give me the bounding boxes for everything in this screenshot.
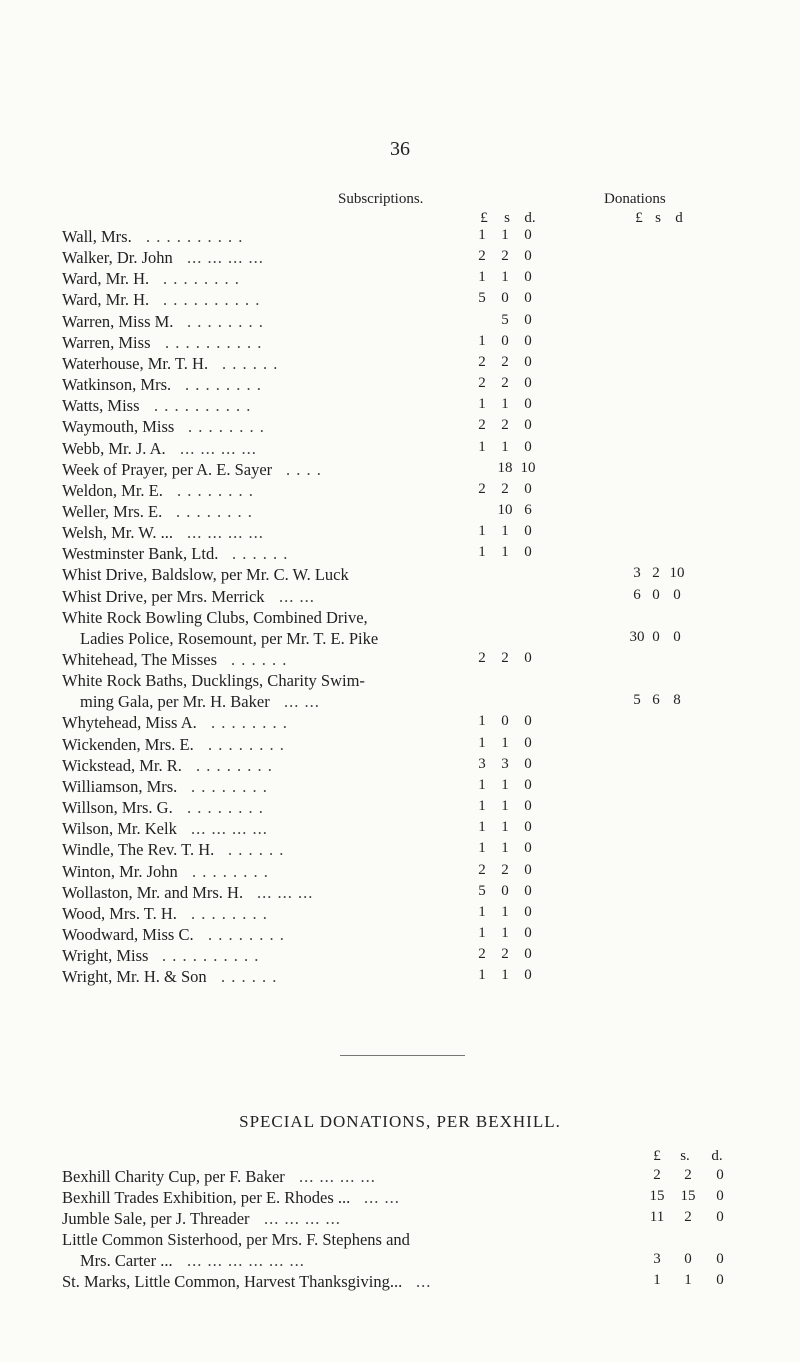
sub-pounds: 2 <box>478 248 486 265</box>
special-entry-name: St. Marks, Little Common, Harvest Thanksgiving... <box>62 1272 403 1291</box>
entry-name: Westminster Bank, Ltd. <box>62 544 219 564</box>
sub-pence: 0 <box>524 713 532 730</box>
sub-pounds: 3 <box>478 755 486 772</box>
sub-shillings: 2 <box>501 417 509 434</box>
sub-pence: 0 <box>524 523 532 540</box>
leader-dots: . . . . . . . . <box>185 375 262 395</box>
leader-dots: . . . . . . . . <box>196 755 273 775</box>
leader-dots: . . . . . . . . <box>191 776 268 796</box>
leader-dots: . . . . . . . . <box>208 924 285 944</box>
sub-pounds: 1 <box>478 734 486 751</box>
sub-shillings: 18 <box>497 459 513 476</box>
leader-dots: . . . . . . <box>231 650 288 669</box>
sub-shillings: 1 <box>501 227 509 243</box>
leader-dots: ... ... ... ... <box>299 1167 376 1186</box>
page-number: 36 <box>390 138 410 160</box>
entry-name: Ward, Mr. H. <box>62 269 150 289</box>
leader-dots: . . . . . . . . <box>187 311 264 331</box>
sub-pence: 0 <box>524 332 532 349</box>
list-item <box>0 439 800 461</box>
sub-pounds: 1 <box>478 924 486 941</box>
leader-dots: . . . . . . . . . . <box>163 290 261 310</box>
list-item <box>0 417 800 439</box>
special-entry-name: Jumble Sale, per J. Threader <box>62 1209 250 1228</box>
list-item <box>0 312 800 334</box>
leader-dots: ... ... <box>279 586 315 606</box>
special-donations-title: SPECIAL DONATIONS, PER BEXHILL. <box>239 1112 561 1131</box>
entry-name: White Rock Bowling Clubs, Combined Drive, <box>62 607 368 627</box>
list-item <box>0 1251 800 1273</box>
leader-dots: . . . . . . . . <box>188 417 265 437</box>
leader-dots: . . . . . . <box>222 353 279 373</box>
list-item <box>0 671 800 693</box>
sub-shillings: 1 <box>501 967 509 984</box>
sub-pounds: 1 <box>478 819 486 836</box>
list-item <box>0 565 800 587</box>
don-pounds: 5 <box>633 692 641 709</box>
list-item <box>0 904 800 926</box>
special-pounds: 15 <box>649 1188 665 1204</box>
list-item <box>0 290 800 312</box>
sub-pounds: 1 <box>478 523 486 540</box>
special-shillings: 2 <box>684 1209 692 1225</box>
sub-shillings: 1 <box>501 776 509 793</box>
sub-pounds: 1 <box>478 227 486 243</box>
don-shillings: 0 <box>652 628 660 645</box>
special-entry-name: Bexhill Trades Exhibition, per E. Rhodes ... <box>62 1188 351 1207</box>
sub-shillings: 1 <box>501 819 509 836</box>
leader-dots: . . . . . . . . <box>211 713 288 733</box>
special-pence: 0 <box>716 1167 724 1183</box>
entry-name: Waymouth, Miss <box>62 417 175 437</box>
entry-name: Whytehead, Miss A. <box>62 713 197 733</box>
sub-pounds: 2 <box>478 353 486 370</box>
entry-name: Week of Prayer, per A. E. Sayer <box>62 459 273 479</box>
special-shillings: 1 <box>684 1272 692 1288</box>
subscriptions-header: Subscriptions. <box>338 191 424 207</box>
sub-pounds: 2 <box>478 946 486 963</box>
entry-name: Wollaston, Mr. and Mrs. H. <box>62 882 244 902</box>
entry-name: Weldon, Mr. E. <box>62 480 163 500</box>
donations-header: Donations <box>604 191 666 207</box>
entry-name: Woodward, Miss C. <box>62 924 194 944</box>
special-shillings: 2 <box>684 1167 692 1183</box>
sub-shillings: 2 <box>501 861 509 878</box>
sub-shillings: 1 <box>501 269 509 286</box>
list-item <box>0 967 800 989</box>
entry-name: Watkinson, Mrs. <box>62 375 172 395</box>
sub-shillings: 5 <box>501 311 509 328</box>
sub-shillings: 1 <box>501 396 509 413</box>
list-item <box>0 798 800 820</box>
sub-pence: 0 <box>524 734 532 751</box>
leader-dots: . . . . . . . . . . <box>146 227 244 246</box>
sub-pence: 0 <box>524 776 532 793</box>
leader-dots: . . . . . . . . . . <box>165 332 263 352</box>
don-pence-unit: d <box>675 210 683 226</box>
sub-pence: 0 <box>524 396 532 413</box>
special-entry-name: Bexhill Charity Cup, per F. Baker <box>62 1167 285 1186</box>
leader-dots: ... ... ... <box>257 882 314 902</box>
entry-name: Welsh, Mr. W. ... <box>62 523 173 543</box>
sub-pence: 0 <box>524 227 532 243</box>
list-item <box>0 544 800 566</box>
leader-dots: . . . . . . . . <box>208 734 285 754</box>
list-item <box>0 396 800 418</box>
leader-dots: . . . . . . <box>228 840 285 860</box>
special-shillings: 15 <box>680 1188 696 1204</box>
entry-name: ming Gala, per Mr. H. Baker <box>80 692 270 712</box>
sub-pounds: 2 <box>478 861 486 878</box>
entry-name: Wickenden, Mrs. E. <box>62 734 194 754</box>
list-item <box>0 354 800 376</box>
don-pounds: 6 <box>633 586 641 603</box>
entry-name: Wood, Mrs. T. H. <box>62 903 177 923</box>
leader-dots: ... ... ... ... <box>264 1209 341 1228</box>
sub-pounds: 1 <box>478 776 486 793</box>
entry-name: Ward, Mr. H. <box>62 290 150 310</box>
list-item <box>0 523 800 545</box>
leader-dots: ... ... <box>284 692 320 712</box>
sub-pounds: 5 <box>478 882 486 899</box>
entry-name: Whitehead, The Misses <box>62 650 218 669</box>
sub-pounds: 1 <box>478 840 486 857</box>
list-item <box>0 269 800 291</box>
don-shillings: 6 <box>652 692 660 709</box>
sub-pence: 0 <box>524 861 532 878</box>
don-pence: 8 <box>673 692 681 709</box>
sub-shillings: 2 <box>501 248 509 265</box>
sub-pounds: 2 <box>478 650 486 666</box>
special-shillings: 0 <box>684 1251 692 1267</box>
sub-pounds: 1 <box>478 269 486 286</box>
sub-shillings: 2 <box>501 946 509 963</box>
sub-shillings: 0 <box>501 882 509 899</box>
entry-name: Wilson, Mr. Kelk <box>62 819 177 839</box>
sub-pounds: 5 <box>478 290 486 307</box>
entry-name: Warren, Miss M. <box>62 311 174 331</box>
sub-shillings: 1 <box>501 840 509 857</box>
list-item <box>0 227 800 249</box>
sub-shillings: 0 <box>501 290 509 307</box>
sub-shillings: 1 <box>501 523 509 540</box>
sub-pence: 0 <box>524 819 532 836</box>
entry-name: Weller, Mrs. E. <box>62 501 163 521</box>
sub-shillings: 2 <box>501 480 509 497</box>
list-item <box>0 883 800 905</box>
special-pence: 0 <box>716 1209 724 1225</box>
sub-pounds: 1 <box>478 396 486 413</box>
sub-pence: 0 <box>524 882 532 899</box>
list-item <box>0 650 800 672</box>
entry-name: Wright, Mr. H. & Son <box>62 967 207 987</box>
sub-shillings: 3 <box>501 755 509 772</box>
sub-pence: 0 <box>524 840 532 857</box>
leader-dots: . . . . . . . . <box>177 480 254 500</box>
sub-pence: 6 <box>524 501 532 518</box>
special-pence-unit: d. <box>711 1148 723 1164</box>
don-pounds: 30 <box>629 628 645 645</box>
don-pence: 0 <box>673 586 681 603</box>
special-pounds: 1 <box>653 1272 661 1288</box>
special-pence: 0 <box>716 1251 724 1267</box>
entry-name: Webb, Mr. J. A. <box>62 438 166 458</box>
leader-dots: . . . . . . . . <box>187 798 264 818</box>
entry-name: Williamson, Mrs. <box>62 776 178 796</box>
sub-pence: 0 <box>524 544 532 561</box>
sub-shillings: 10 <box>497 501 513 518</box>
list-item <box>0 333 800 355</box>
list-item <box>0 1272 800 1294</box>
sub-shillings: 1 <box>501 544 509 561</box>
sub-pence: 10 <box>520 459 536 476</box>
list-item <box>0 862 800 884</box>
don-shilling-unit: s <box>655 210 661 226</box>
sub-pounds: 1 <box>478 798 486 815</box>
list-item <box>0 481 800 503</box>
list-item <box>0 692 800 714</box>
entry-name: Whist Drive, Baldslow, per Mr. C. W. Luck <box>62 565 349 585</box>
leader-dots: . . . . . . . . <box>191 903 268 923</box>
special-shilling-unit: s. <box>680 1148 690 1164</box>
sub-pounds: 1 <box>478 713 486 730</box>
leader-dots: . . . . . . . . . . <box>154 396 252 416</box>
list-item <box>0 925 800 947</box>
sub-shillings: 2 <box>501 353 509 370</box>
leader-dots: ... ... ... ... <box>187 523 264 543</box>
list-item <box>0 1188 800 1210</box>
sub-pence: 0 <box>524 311 532 328</box>
sub-pence: 0 <box>524 924 532 941</box>
sub-shillings: 1 <box>501 798 509 815</box>
sub-shillings: 0 <box>501 332 509 349</box>
special-entry-name: Mrs. Carter ... <box>80 1251 173 1270</box>
leader-dots: . . . . . . . . <box>192 861 269 881</box>
sub-pence: 0 <box>524 438 532 455</box>
don-pound-unit: £ <box>635 210 643 226</box>
sub-pounds: 1 <box>478 903 486 920</box>
leader-dots: . . . . . . . . <box>163 269 240 289</box>
don-shillings: 0 <box>652 586 660 603</box>
sub-pounds: 1 <box>478 544 486 561</box>
list-item <box>0 735 800 757</box>
sub-pounds: 2 <box>478 480 486 497</box>
don-pence: 10 <box>669 565 685 582</box>
sub-pence: 0 <box>524 417 532 434</box>
special-pound-unit: £ <box>653 1148 661 1164</box>
list-item <box>0 946 800 968</box>
entry-name: Wright, Miss <box>62 946 149 966</box>
entry-name: White Rock Baths, Ducklings, Charity Swim- <box>62 671 365 691</box>
sub-shillings: 1 <box>501 903 509 920</box>
sub-pence: 0 <box>524 755 532 772</box>
list-item <box>0 1167 800 1189</box>
list-item <box>0 819 800 841</box>
don-pence: 0 <box>673 628 681 645</box>
sub-shillings: 1 <box>501 438 509 455</box>
leader-dots: . . . . . . . . . . <box>162 946 260 966</box>
list-item <box>0 1230 800 1252</box>
entry-name: Watts, Miss <box>62 396 140 416</box>
sub-shilling-unit: s <box>504 210 510 226</box>
sub-pence: 0 <box>524 375 532 392</box>
entry-name: Winton, Mr. John <box>62 861 178 881</box>
leader-dots: ... ... ... ... ... ... <box>187 1251 305 1270</box>
entry-name: Whist Drive, per Mrs. Merrick <box>62 586 265 606</box>
special-entry-name: Little Common Sisterhood, per Mrs. F. Stephens and <box>62 1230 410 1249</box>
list-item <box>0 375 800 397</box>
leader-dots: . . . . . . . . <box>176 501 253 521</box>
sub-pounds: 1 <box>478 438 486 455</box>
special-pounds: 3 <box>653 1251 661 1267</box>
leader-dots: . . . . . . <box>221 967 278 987</box>
list-item <box>0 840 800 862</box>
special-pounds: 11 <box>649 1209 665 1225</box>
sub-pound-unit: £ <box>480 210 488 226</box>
special-pence: 0 <box>716 1188 724 1204</box>
sub-pence: 0 <box>524 290 532 307</box>
don-pounds: 3 <box>633 565 641 582</box>
entry-name: Wickstead, Mr. R. <box>62 755 182 775</box>
sub-pounds: 1 <box>478 332 486 349</box>
entry-name: Willson, Mrs. G. <box>62 798 173 818</box>
leader-dots: . . . . <box>286 459 322 479</box>
entry-name: Wall, Mrs. <box>62 227 132 246</box>
entry-name: Warren, Miss <box>62 332 151 352</box>
list-item <box>0 756 800 778</box>
sub-shillings: 0 <box>501 713 509 730</box>
sub-pounds: 2 <box>478 417 486 434</box>
sub-pounds: 1 <box>478 967 486 984</box>
section-divider <box>340 1055 465 1056</box>
list-item <box>0 1209 800 1231</box>
list-item <box>0 587 800 609</box>
list-item <box>0 777 800 799</box>
leader-dots: ... ... <box>364 1188 400 1207</box>
sub-pounds: 2 <box>478 375 486 392</box>
sub-pence: 0 <box>524 269 532 286</box>
entry-name: Ladies Police, Rosemount, per Mr. T. E. Pike <box>80 628 379 648</box>
entry-name: Walker, Dr. John <box>62 248 173 268</box>
leader-dots: ... ... ... ... <box>180 438 257 458</box>
list-item <box>0 460 800 482</box>
leader-dots: ... <box>416 1272 432 1291</box>
list-item <box>0 713 800 735</box>
sub-shillings: 2 <box>501 375 509 392</box>
sub-pence: 0 <box>524 650 532 666</box>
list-item <box>0 629 800 651</box>
entry-name: Windle, The Rev. T. H. <box>62 840 215 860</box>
leader-dots: . . . . . . <box>232 544 289 564</box>
sub-shillings: 2 <box>501 650 509 666</box>
list-item <box>0 608 800 630</box>
sub-pence: 0 <box>524 480 532 497</box>
list-item <box>0 502 800 524</box>
sub-pence-unit: d. <box>524 210 536 226</box>
sub-pence: 0 <box>524 798 532 815</box>
list-item <box>0 248 800 270</box>
don-shillings: 2 <box>652 565 660 582</box>
sub-shillings: 1 <box>501 734 509 751</box>
special-pounds: 2 <box>653 1167 661 1183</box>
sub-pence: 0 <box>524 967 532 984</box>
sub-pence: 0 <box>524 353 532 370</box>
leader-dots: ... ... ... ... <box>191 819 268 839</box>
leader-dots: ... ... ... ... <box>187 248 264 268</box>
sub-pence: 0 <box>524 248 532 265</box>
entry-name: Waterhouse, Mr. T. H. <box>62 353 209 373</box>
special-pence: 0 <box>716 1272 724 1288</box>
sub-pence: 0 <box>524 946 532 963</box>
sub-pence: 0 <box>524 903 532 920</box>
sub-shillings: 1 <box>501 924 509 941</box>
